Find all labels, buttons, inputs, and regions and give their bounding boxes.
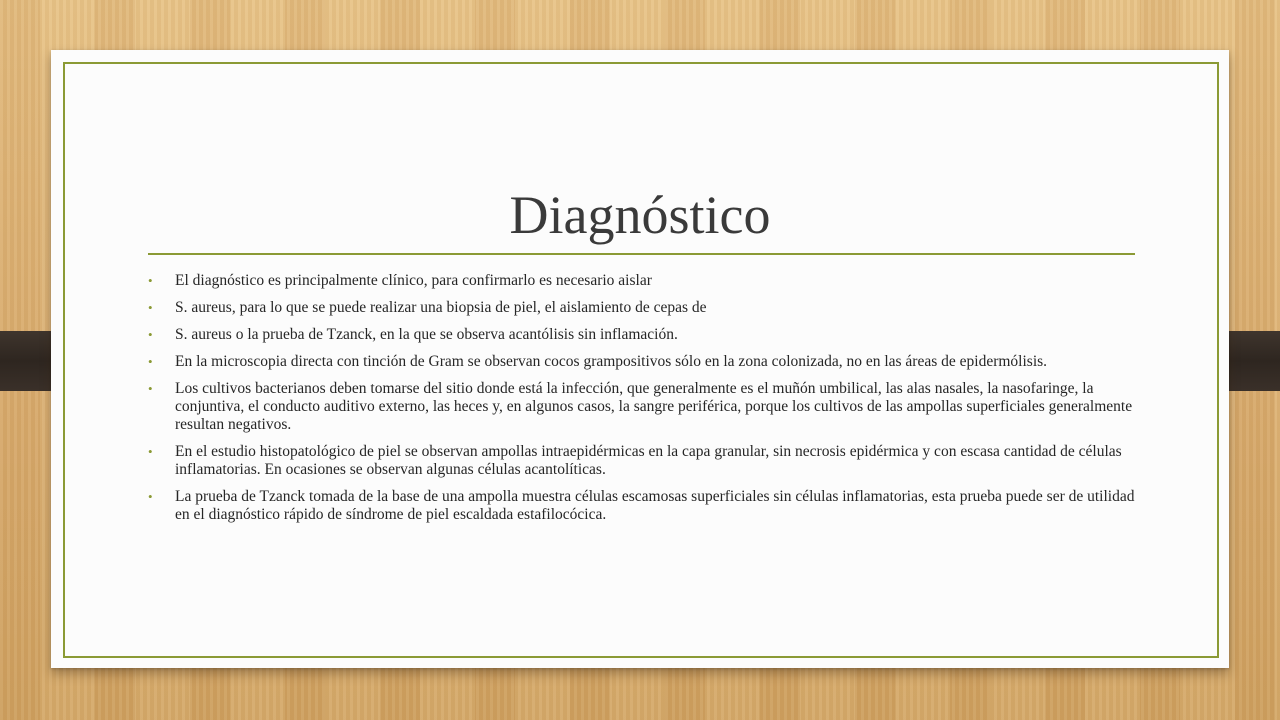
bullet-dot-icon: • [148,489,153,504]
bullet-item [148,380,1138,434]
bullet-dot-icon: • [148,300,153,315]
bullet-text: Los cultivos bacterianos deben tomarse del sitio donde está la infección, que generalmente es el muñón umbilical, las alas nasales, la nasofaringe, la conjuntiva, el conducto auditivo externo, las heces y, en algunos casos, la sangre periférica, porque los cultivos de las ampollas superficiales generalmente resultan negativos. [175,380,1133,433]
bullet-text: La prueba de Tzanck tomada de la base de una ampolla muestra células escamosas superficiales sin células inflamatorias, esta prueba puede ser de utilidad en el diagnóstico rápido de síndrome de piel escaldada estafilocócica. [175,488,1135,523]
title-underline [148,253,1135,255]
bullet-dot-icon: • [148,327,153,342]
bullet-dot-icon: • [148,381,153,396]
bullet-dot-icon: • [148,444,153,459]
bullet-dot-icon: • [148,273,153,288]
slide [51,50,1229,668]
bullet-item [148,326,1138,344]
bullet-item [148,488,1138,524]
bullet-item [148,353,1138,371]
bullet-text: En el estudio histopatológico de piel se observan ampollas intraepidérmicas en la capa granular, sin necrosis epidérmica y con escasa cantidad de células inflamatorias. En ocasiones se observan algunas células acantolíticas. [175,443,1122,478]
bullet-dot-icon: • [148,354,153,369]
slide-title: Diagnóstico [509,185,771,245]
bullet-list [148,272,1138,533]
bullet-item [148,299,1138,317]
bullet-text: El diagnóstico es principalmente clínico, para confirmarlo es necesario aislar [175,272,652,289]
bullet-text: En la microscopia directa con tinción de Gram se observan cocos grampositivos sólo en la zona colonizada, no en las áreas de epidermólisis. [175,353,1048,370]
bullet-text: S. aureus, para lo que se puede realizar una biopsia de piel, el aislamiento de cepas de [175,299,707,316]
bullet-item [148,443,1138,479]
bullet-item [148,272,1138,290]
bullet-text: S. aureus o la prueba de Tzanck, en la que se observa acantólisis sin inflamación. [175,326,678,343]
